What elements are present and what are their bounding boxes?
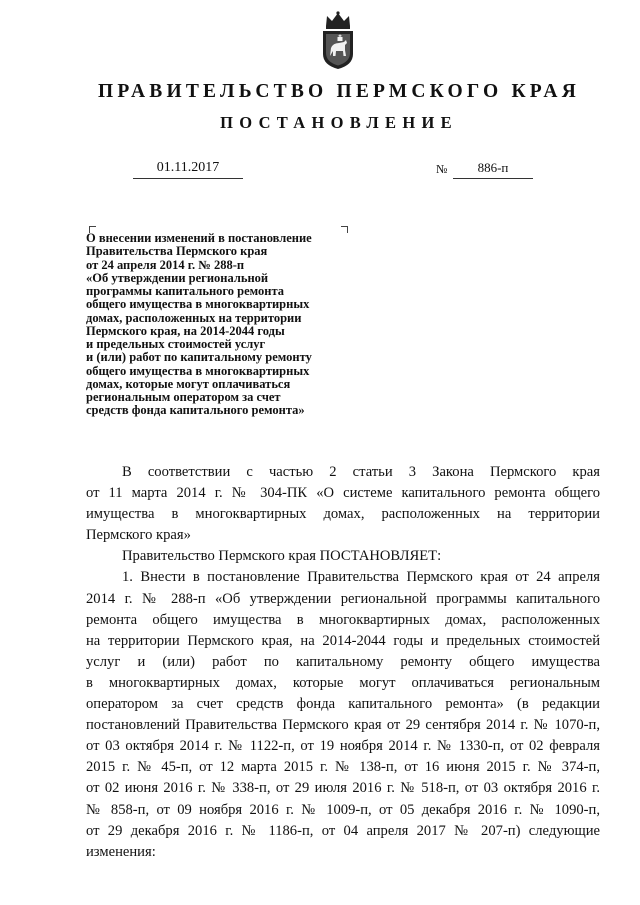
- document-type-title: ПОСТАНОВЛЕНИЕ: [220, 113, 458, 132]
- document-subject: [86, 232, 376, 418]
- text-line: услуг и (или) работ по капитальному ремонту общего имущества: [86, 653, 600, 670]
- text-line: 2014 г. № 288-п «Об утверждении региональной программы капитального: [86, 590, 600, 607]
- text-line: № 858-п, от 09 ноября 2016 г. № 1009-п, от 05 декабря 2016 г. № 1090-п,: [86, 801, 600, 818]
- text-line: ремонта общего имущества в многоквартирных домах, расположенных: [86, 611, 600, 628]
- text-line: на территории Пермского края, на 2014-2044 годы и предельных стоимостей: [86, 632, 600, 649]
- resolution-paragraph: Правительство Пермского края ПОСТАНОВЛЯЕТ:: [122, 548, 442, 565]
- text-line: 1. Внести в постановление Правительства Пермского края от 24 апреля: [122, 569, 600, 586]
- text-line: от 11 марта 2014 г. № 304-ПК «О системе капитального ремонта общего: [86, 485, 600, 502]
- text-line: от 02 июня 2016 г. № 338-п, от 29 июля 2016 г. № 518-п, от 03 октября 2016 г.: [86, 780, 600, 797]
- text-line: Пермского края»: [86, 527, 191, 544]
- text-line: 2015 г. № 45-п, от 12 марта 2015 г. № 138-п, от 16 июня 2015 г. № 374-п,: [86, 759, 600, 776]
- subject-line: Правительства Пермского края: [86, 244, 268, 259]
- subject-line: средств фонда капитального ремонта»: [86, 403, 305, 418]
- subject-line: домах, которые могут оплачиваться: [86, 376, 291, 391]
- subject-line: О внесении изменений в постановление: [86, 231, 312, 245]
- document-body: [86, 462, 600, 863]
- subject-line: «Об утверждении региональной: [86, 270, 269, 285]
- subject-line: программы капитального ремонта: [86, 284, 285, 298]
- coat-of-arms-icon: [318, 10, 358, 70]
- text-line: от 29 декабря 2016 г. № 1186-п, от 04 апреля 2017 № 207-п) следующие: [86, 822, 600, 839]
- number-sign: №: [436, 162, 448, 176]
- text-line: В соответствии с частью 2 статьи 3 Закона Пермского края: [122, 464, 600, 480]
- subject-line: и (или) работ по капитальному ремонту: [86, 350, 312, 365]
- text-line: имущества в многоквартирных домах, расположенных на территории: [86, 506, 600, 523]
- text-line: изменения:: [86, 843, 156, 860]
- text-line: в многоквартирных домах, которые могут оплачиваться региональным: [86, 674, 600, 691]
- subject-line: домах, расположенных на территории: [86, 310, 302, 325]
- text-line: постановлений Правительства Пермского края от 29 сентября 2014 г. № 1070-п,: [86, 717, 600, 734]
- preamble-paragraph: [86, 462, 600, 546]
- subject-line: и предельных стоимостей услуг: [86, 337, 266, 351]
- subject-line: от 24 апреля 2014 г. № 288-п: [86, 257, 245, 272]
- document-number: 886-п: [453, 158, 533, 179]
- subject-line: общего имущества в многоквартирных: [86, 363, 310, 378]
- subject-line: Пермского края, на 2014-2044 годы: [86, 323, 285, 338]
- subject-line: региональным оператором за счет: [86, 390, 281, 404]
- text-line: оператором за счет средств фонда капитального ремонта» (в редакции: [86, 696, 600, 713]
- text-line: от 03 октября 2014 г. № 1122-п, от 19 ноября 2014 г. № 1330-п, от 02 февраля: [86, 738, 600, 755]
- document-date: 01.11.2017: [133, 158, 243, 179]
- clause-1-paragraph: [86, 567, 600, 862]
- government-title: ПРАВИТЕЛЬСТВО ПЕРМСКОГО КРАЯ: [98, 81, 580, 102]
- subject-line: общего имущества в многоквартирных: [86, 297, 310, 312]
